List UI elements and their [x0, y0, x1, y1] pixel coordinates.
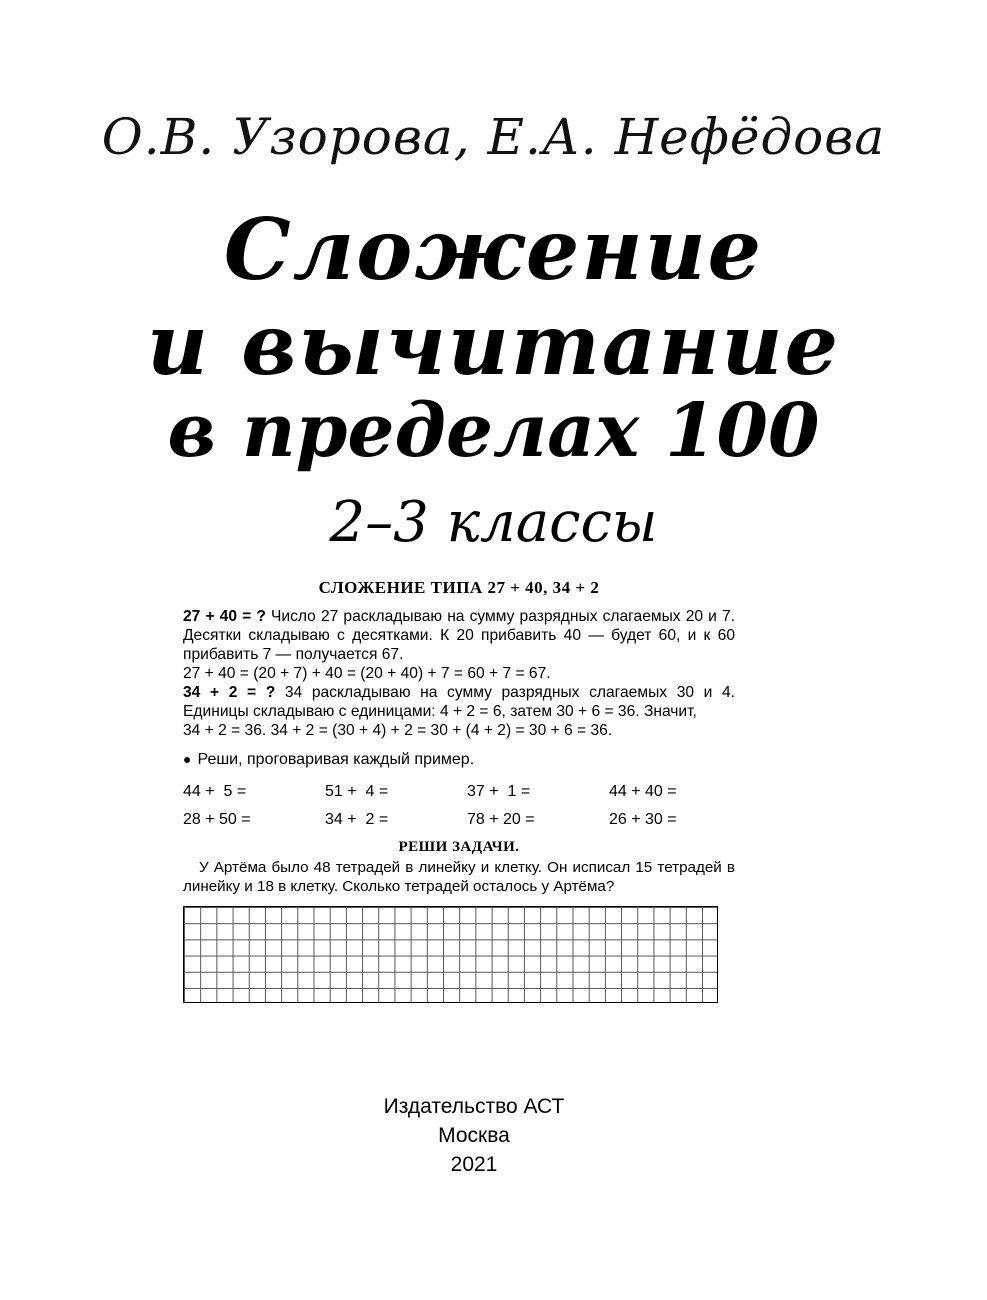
formula-2: 34 + 2 = 36. 34 + 2 = (30 + 4) + 2 = 30 + (4 + 2) = 30 + 6 = 36.	[183, 722, 613, 739]
exercise-item: 51 + 4 =	[325, 783, 389, 800]
word-problem: У Артёма было 48 тетрадей в линейку и клетку. Он исписал 15 тетрадей в линейку и 18 в клетку. Сколько тетрадей осталось у Артёма?	[183, 859, 735, 895]
section-title: СЛОЖЕНИЕ ТИПА 27 + 40, 34 + 2	[318, 578, 600, 597]
example-question-1: 27 + 40 = ?	[183, 608, 266, 625]
explanation-2	[183, 683, 735, 721]
book-title-line-1: Сложение	[223, 200, 764, 299]
exercise-grid	[183, 778, 735, 834]
task-text: Реши, проговаривая каждый пример.	[197, 751, 475, 768]
book-title-line-3: в пределах 100	[167, 388, 820, 474]
sample-content	[183, 578, 735, 896]
task-instruction	[183, 751, 735, 769]
grades: 2–3 классы	[329, 490, 658, 555]
formula-1: 27 + 40 = (20 + 7) + 40 = (20 + 40) + 7 = 60 + 7 = 67.	[183, 665, 551, 682]
publisher-year: 2021	[450, 1153, 498, 1176]
book-title-line-2: и вычитание	[146, 295, 841, 394]
explanation-1	[183, 607, 735, 664]
publisher-name: Издательство АСТ	[383, 1095, 565, 1118]
exercise-item: 34 + 2 =	[325, 811, 389, 828]
bullet-icon: ●	[183, 751, 192, 767]
publisher-city: Москва	[438, 1124, 510, 1147]
exercise-item: 78 + 20 =	[467, 811, 535, 828]
explanation-2-text: 34 раскладываю на сумму разрядных слагаемых 30 и 4. Единицы складываю с единицами: 4 + 2 = 6, затем 30 + 6 = 36. Значит,	[183, 684, 736, 720]
exercise-item: 44 + 5 =	[183, 783, 247, 800]
exercise-item: 44 + 40 =	[609, 783, 677, 800]
solve-title: РЕШИ ЗАДАЧИ.	[398, 839, 520, 855]
explanation-1-text: Число 27 раскладываю на сумму разрядных слагаемых 20 и 7. Десятки складываю с десятками. К 20 прибавить 40 — будет 60, и к 60 прибавить 7 — получается 67.	[183, 608, 735, 663]
exercise-item: 37 + 1 =	[467, 783, 531, 800]
publisher-block	[0, 1092, 948, 1179]
authors: О.В. Узорова, Е.А. Нефёдова	[101, 108, 886, 166]
exercise-item: 28 + 50 =	[183, 811, 251, 828]
exercise-item: 26 + 30 =	[609, 811, 677, 828]
answer-grid	[183, 906, 718, 1003]
example-question-2: 34 + 2 = ?	[183, 684, 276, 701]
